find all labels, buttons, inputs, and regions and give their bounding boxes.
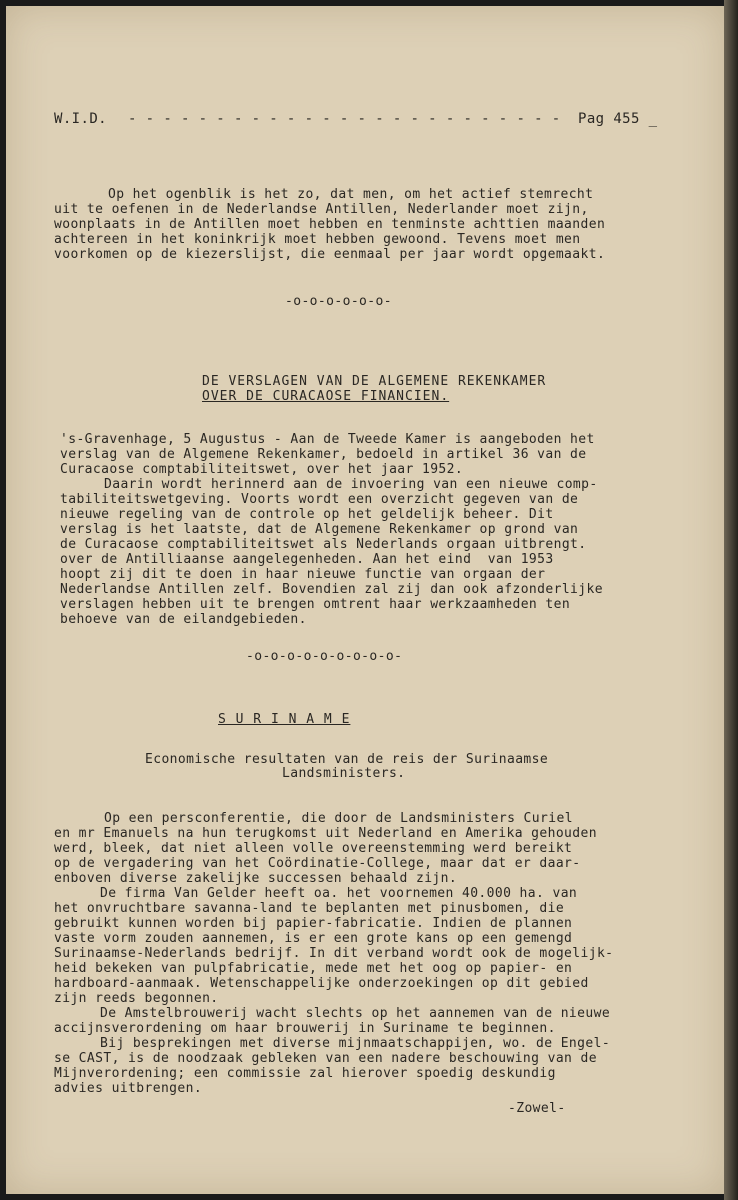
section-title: DE VERSLAGEN VAN DE ALGEMENE REKENKAMER: [202, 374, 547, 389]
section1-line: nieuwe regeling van de controle op het geldelijk beheer. Dit: [60, 507, 554, 522]
separator: -o-o-o-o-o-o-: [285, 294, 392, 309]
section2-line: op de vergadering van het Coördinatie-College, maar dat er daar-: [54, 856, 581, 871]
para1-line: Op het ogenblik is het zo, dat men, om het actief stemrecht: [108, 187, 594, 202]
section2-line: het onvruchtbare savanna-land te beplanten met pinusbomen, die: [54, 901, 565, 916]
section2-line: accijnsverordening om haar brouwerij in Suriname te beginnen.: [54, 1021, 556, 1036]
section1-line: Daarin wordt herinnerd aan de invoering van een nieuwe comp-: [104, 477, 598, 492]
section2-line: gebruikt kunnen worden bij papier-fabricatie. Indien de plannen: [54, 916, 573, 931]
section2-line: heid bekeken van pulpfabricatie, mede met het oog op papier- en: [54, 961, 573, 976]
page-edge-shadow: [724, 0, 738, 1200]
section2-line: werd, bleek, dat niet alleen volle overeenstemming werd bereikt: [54, 841, 573, 856]
section1-line: behoeve van de eilandgebieden.: [60, 612, 307, 627]
section1-line: verslag van de Algemene Rekenkamer, bedoeld in artikel 36 van de: [60, 447, 587, 462]
section2-line: Op een persconferentie, die door de Landsministers Curiel: [104, 811, 573, 826]
para1-line: achtereen in het koninkrijk moet hebben gewoond. Tevens moet men: [54, 232, 581, 247]
section1-line: tabiliteitswetgeving. Voorts wordt een overzicht gegeven van de: [60, 492, 579, 507]
section2-line: advies uitbrengen.: [54, 1081, 203, 1096]
para1-line: voorkomen op de kiezerslijst, die eenmaal per jaar wordt opgemaakt.: [54, 247, 606, 262]
section1-line: de Curacaose comptabiliteitswet als Nederlands orgaan uitbrengt.: [60, 537, 587, 552]
section2-line: Mijnverordening; een commissie zal hierover spoedig deskundig: [54, 1066, 556, 1081]
section1-line: verslag is het laatste, dat de Algemene Rekenkamer op grond van: [60, 522, 579, 537]
separator: -o-o-o-o-o-o-o-o-o-: [246, 649, 403, 664]
section-title: S U R I N A M E: [218, 712, 351, 727]
para1-line: uit te oefenen in de Nederlandse Antillen, Nederlander moet zijn,: [54, 202, 589, 217]
section-subtitle: Economische resultaten van de reis der Surinaamse: [145, 752, 549, 767]
section2-line: Bij besprekingen met diverse mijnmaatschappijen, wo. de Engel-: [100, 1036, 611, 1051]
catchword: -Zowel-: [508, 1101, 566, 1116]
section2-line: zijn reeds begonnen.: [54, 991, 219, 1006]
section2-line: se CAST, is de noodzaak gebleken van een nadere beschouwing van de: [54, 1051, 597, 1066]
page-number: Pag 455 _: [578, 111, 658, 127]
section2-line: en mr Emanuels na hun terugkomst uit Nederland en Amerika gehouden: [54, 826, 597, 841]
para1-line: woonplaats in de Antillen moet hebben en tenminste achttien maanden: [54, 217, 606, 232]
section2-line: hardboard-aanmaak. Wetenschappelijke onderzoekingen op dit gebied: [54, 976, 589, 991]
section1-line: verslagen hebben uit te brengen omtrent haar werkzaamheden ten: [60, 597, 571, 612]
section2-line: De firma Van Gelder heeft oa. het voornemen 40.000 ha. van: [100, 886, 578, 901]
section2-line: vaste vorm zouden aannemen, is er een grote kans op een gemengd: [54, 931, 573, 946]
header-dashes: - - - - - - - - - - - - - - - - - - - - - - - - -: [128, 111, 561, 127]
section-title: OVER DE CURACAOSE FINANCIEN.: [202, 389, 450, 404]
section-subtitle: Landsministers.: [282, 766, 406, 781]
section2-line: De Amstelbrouwerij wacht slechts op het aannemen van de nieuwe: [100, 1006, 611, 1021]
section1-line: Curacaose comptabiliteitswet, over het jaar 1952.: [60, 462, 464, 477]
section1-line: hoopt zij dit te doen in haar nieuwe functie van orgaan der: [60, 567, 546, 582]
section1-line: Nederlandse Antillen zelf. Bovendien zal zij dan ook afzonderlijke: [60, 582, 603, 597]
section2-line: enboven diverse zakelijke successen behaald zijn.: [54, 871, 458, 886]
section1-line: 's-Gravenhage, 5 Augustus - Aan de Tweede Kamer is aangeboden het: [60, 432, 595, 447]
section2-line: Surinaamse-Nederlands bedrijf. In dit verband wordt ook de mogelijk-: [54, 946, 614, 961]
section1-line: over de Antilliaanse aangelegenheden. Aan het eind van 1953: [60, 552, 554, 567]
header-source: W.I.D.: [54, 111, 107, 127]
